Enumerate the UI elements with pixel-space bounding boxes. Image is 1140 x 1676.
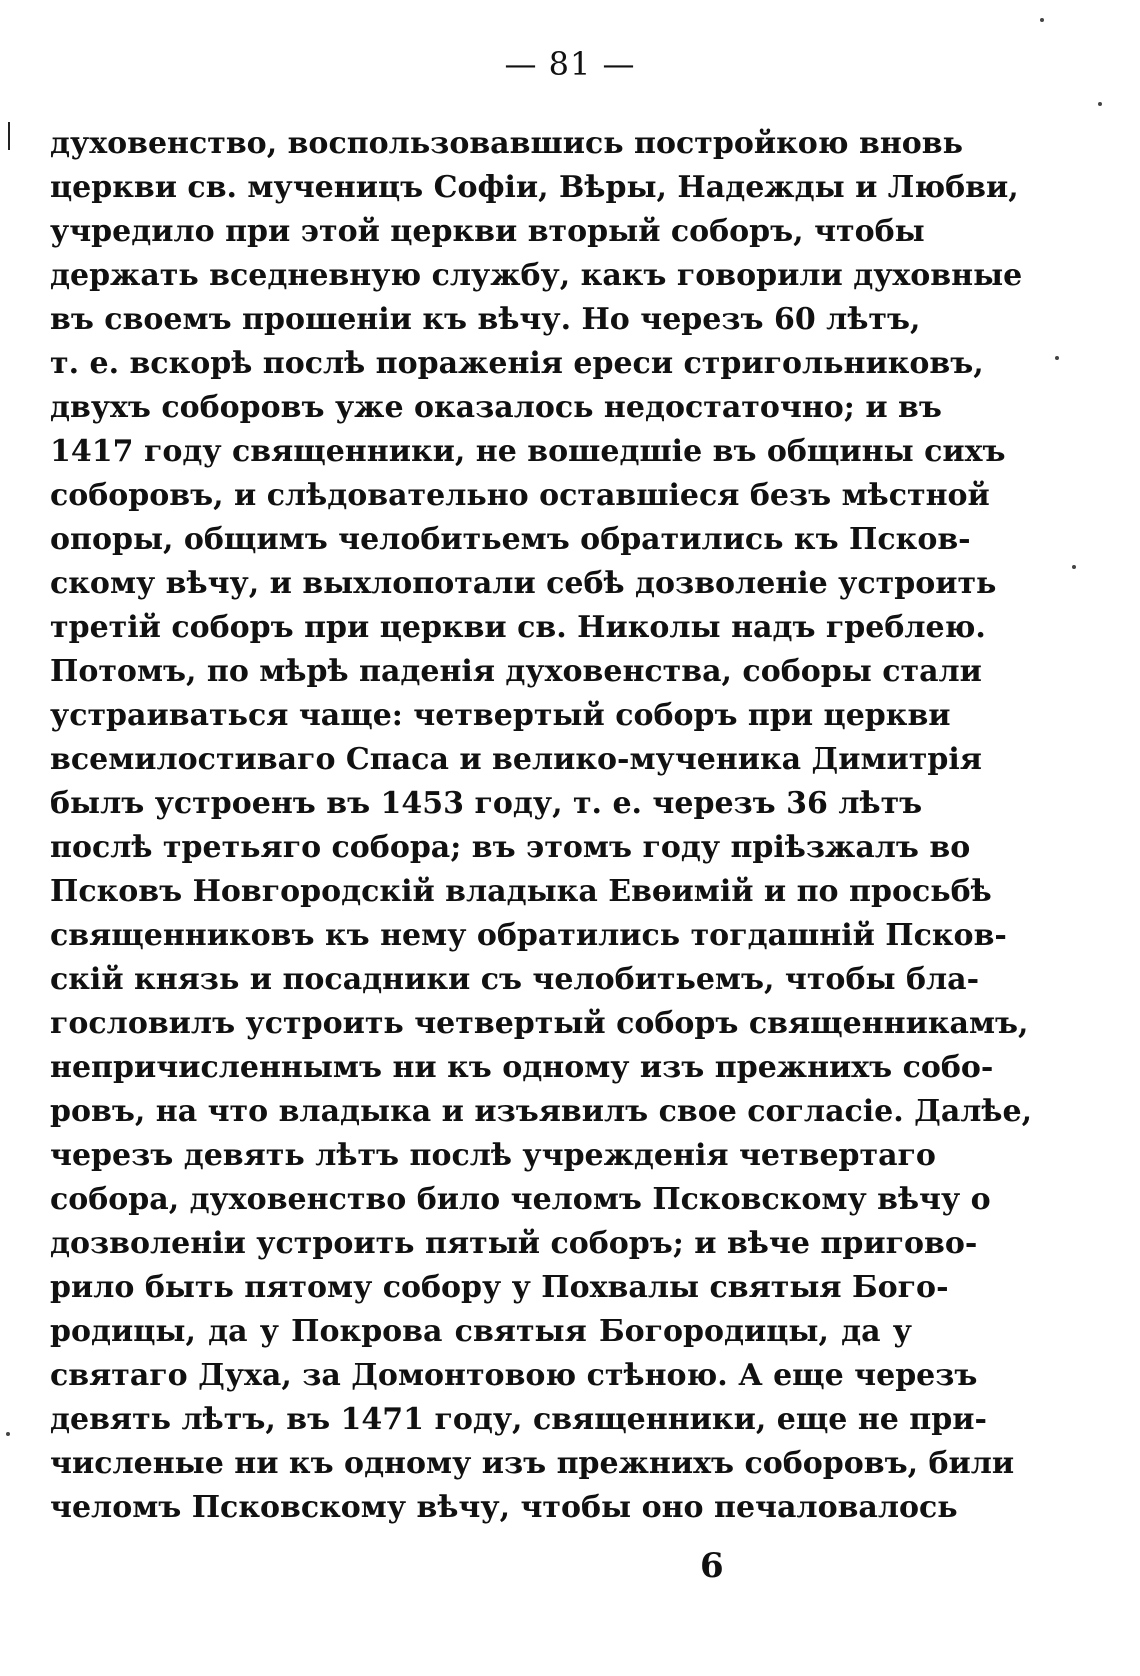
text-line: церкви св. мученицъ Софіи, Вѣры, Надежды и Любви, <box>50 170 1019 205</box>
text-line: держать вседневную службу, какъ говорили духовные <box>50 258 1023 293</box>
ink-speck <box>1040 18 1044 22</box>
ink-speck <box>6 1432 10 1436</box>
signature-mark: 6 <box>700 1546 724 1586</box>
text-line: челомъ Псковскому вѣчу, чтобы оно печаловалось <box>50 1490 958 1525</box>
ink-speck <box>1098 102 1102 106</box>
text-line: собора, духовенство било челомъ Псковскому вѣчу о <box>50 1182 991 1217</box>
text-line: скій князь и посадники съ челобитьемъ, чтобы бла- <box>50 962 980 997</box>
text-line: святаго Духа, за Домонтовою стѣною. А еще черезъ <box>50 1358 978 1393</box>
ink-speck <box>1072 565 1076 569</box>
text-line: т. е. вскорѣ послѣ пораженія ереси стригольниковъ, <box>50 346 984 381</box>
text-line: устраиваться чаще: четвертый соборъ при церкви <box>50 698 951 733</box>
text-line: непричисленнымъ ни къ одному изъ прежнихъ собо- <box>50 1050 994 1085</box>
page-body <box>50 122 1033 1530</box>
text-line: гословилъ устроить четвертый соборъ священникамъ, <box>50 1006 1029 1041</box>
text-line: послѣ третьяго собора; въ этомъ году пріѣзжалъ во <box>50 830 971 865</box>
text-line: опоры, общимъ челобитьемъ обратились къ Псков- <box>50 522 971 557</box>
text-line: девять лѣтъ, въ 1471 году, священники, еще не при- <box>50 1402 987 1437</box>
text-line: скому вѣчу, и выхлопотали себѣ дозволеніе устроить <box>50 566 997 601</box>
text-line: ровъ, на что владыка и изъявилъ свое согласіе. Далѣе, <box>50 1094 1033 1129</box>
text-line: соборовъ, и слѣдовательно оставшіеся безъ мѣстной <box>50 478 990 513</box>
ink-speck <box>1055 356 1059 360</box>
text-line: третій соборъ при церкви св. Николы надъ греблею. <box>50 610 986 645</box>
text-line: священниковъ къ нему обратились тогдашній Псков- <box>50 918 1007 953</box>
text-line: всемилостиваго Спаса и велико-мученика Димитрія <box>50 742 982 777</box>
text-line: былъ устроенъ въ 1453 году, т. е. черезъ 36 лѣтъ <box>50 786 923 821</box>
page-number: — 81 — <box>504 45 636 83</box>
text-line: двухъ соборовъ уже оказалось недостаточно; и въ <box>50 390 942 425</box>
text-line: въ своемъ прошеніи къ вѣчу. Но черезъ 60 лѣтъ, <box>50 302 921 337</box>
text-line: черезъ девять лѣтъ послѣ учрежденія четвертаго <box>50 1138 936 1173</box>
text-line: Потомъ, по мѣрѣ паденія духовенства, соборы стали <box>50 654 982 689</box>
text-line: Псковъ Новгородскій владыка Евѳимій и по просьбѣ <box>50 874 992 909</box>
text-line: дозволеніи устроить пятый соборъ; и вѣче пригово- <box>50 1226 978 1261</box>
text-line: духовенство, воспользовавшись постройкою вновь <box>50 126 963 161</box>
text-line: 1417 году священники, не вошедшіе въ общины сихъ <box>50 434 1006 469</box>
text-line: родицы, да у Покрова святыя Богородицы, да у <box>50 1314 912 1349</box>
text-line: учредило при этой церкви вторый соборъ, чтобы <box>50 214 925 249</box>
text-line: рило быть пятому собору у Похвалы святыя Бого- <box>50 1270 949 1305</box>
margin-mark <box>8 122 10 150</box>
text-line: численые ни къ одному изъ прежнихъ соборовъ, били <box>50 1446 1015 1481</box>
